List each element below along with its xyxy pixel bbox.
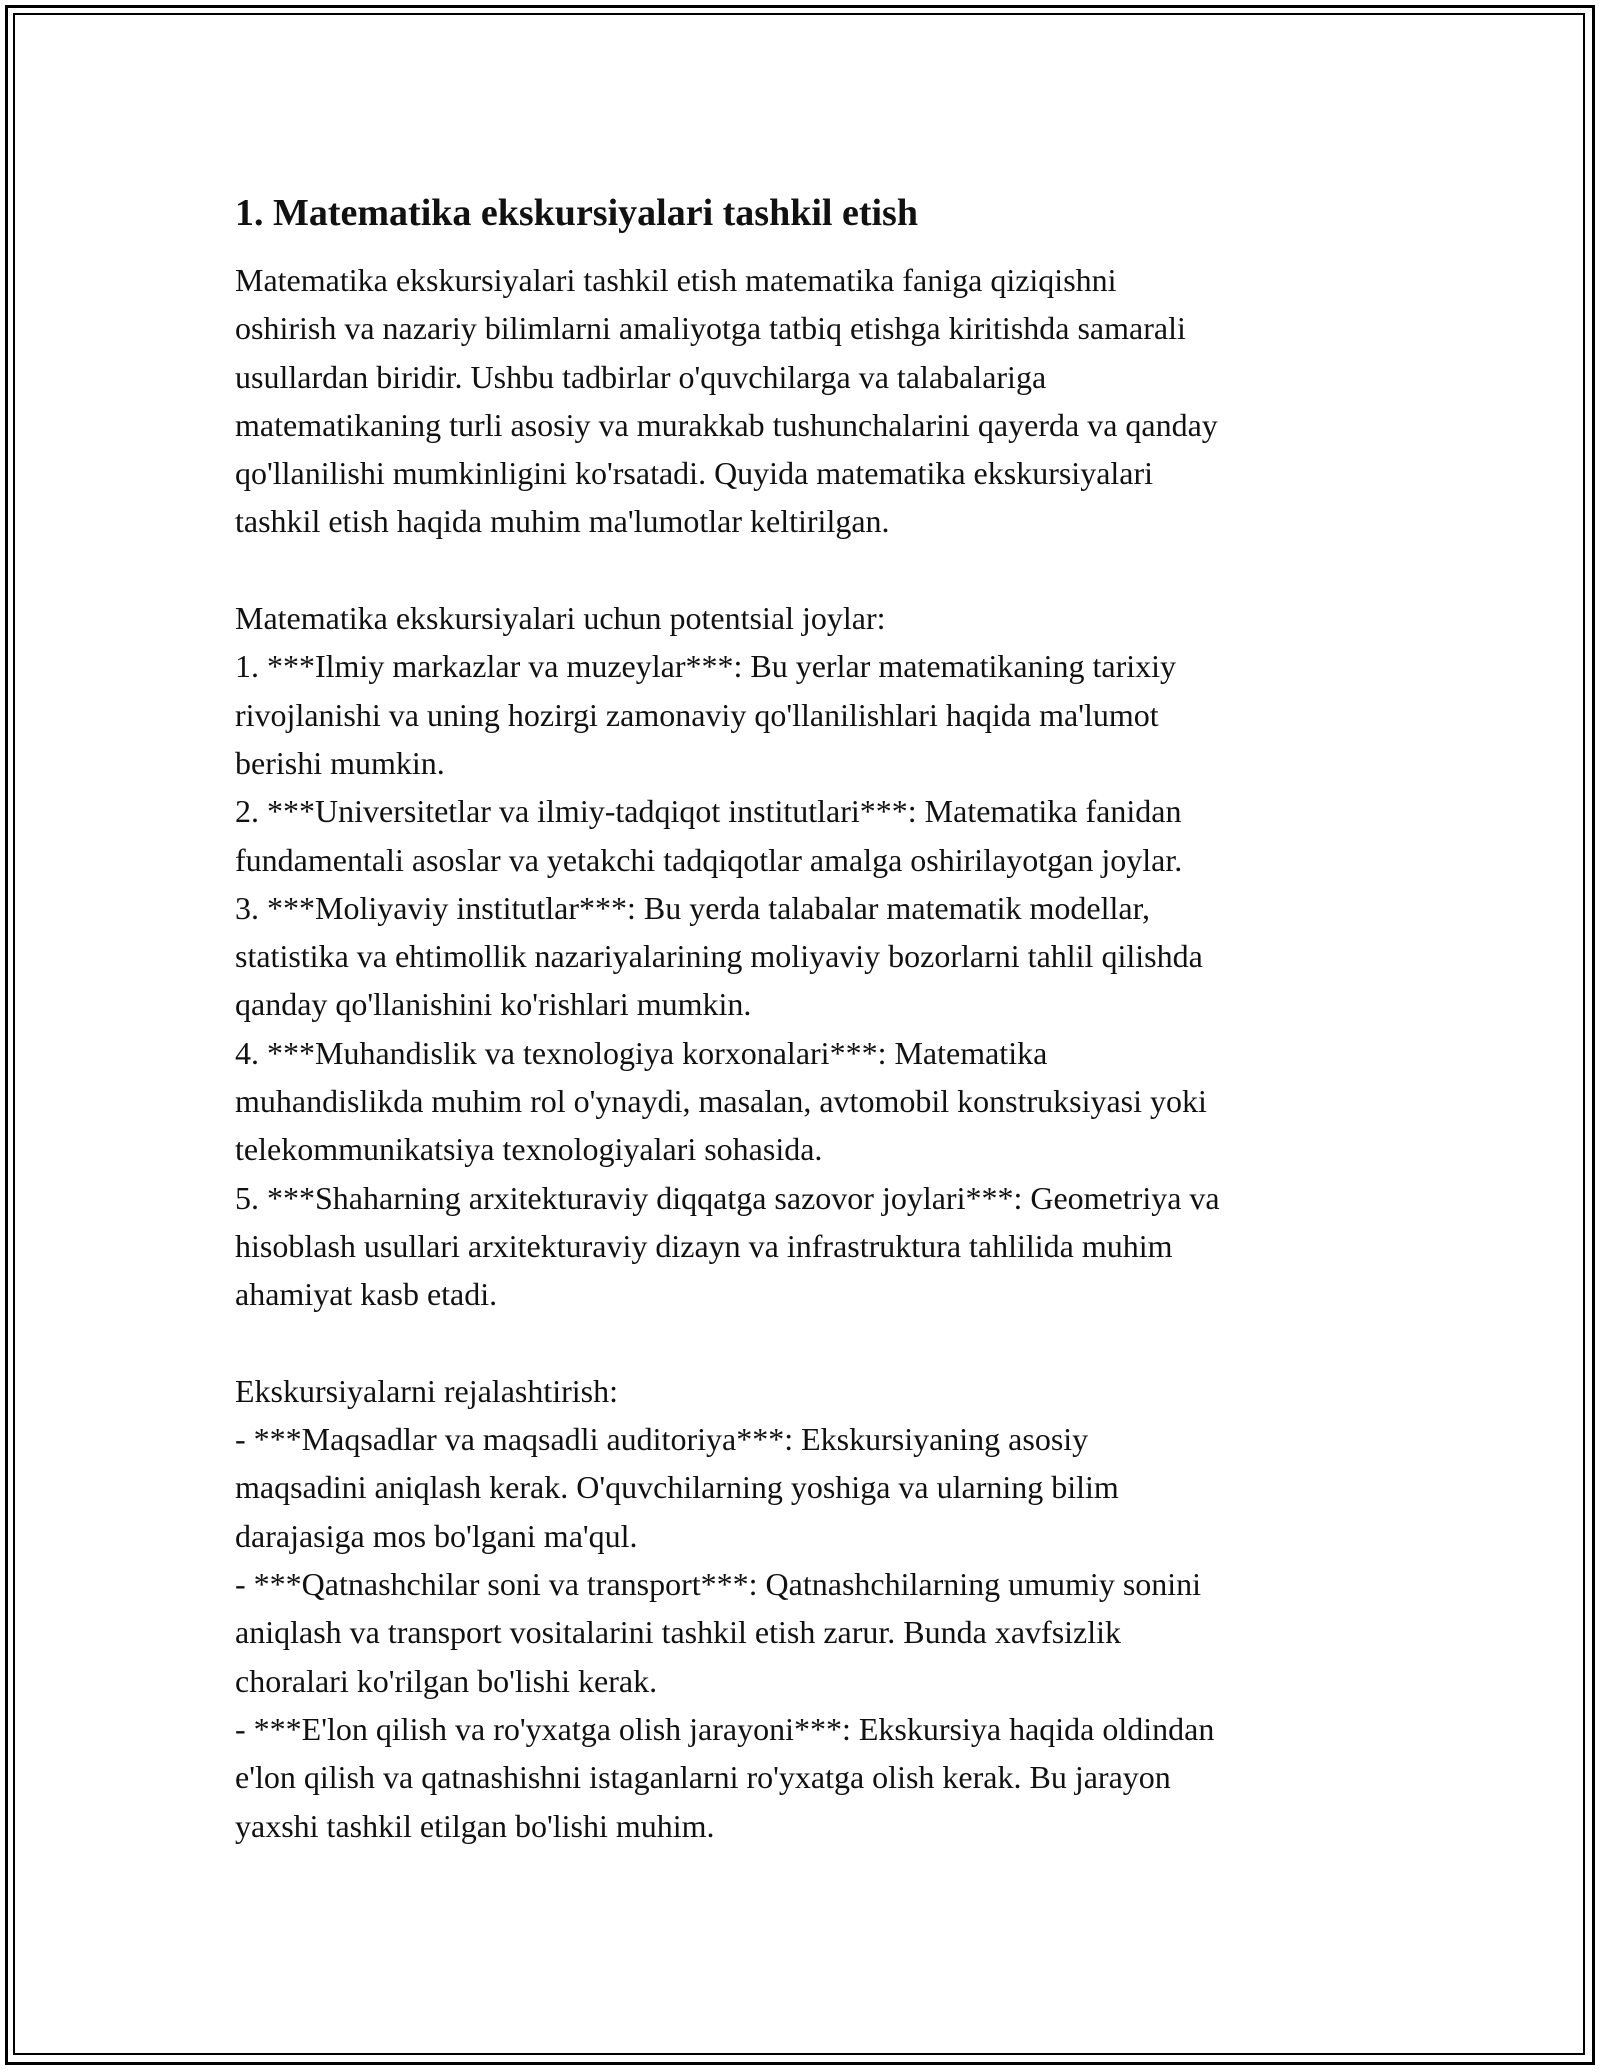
- list-item-line: qanday qo'llanishini ko'rishlari mumkin.: [235, 986, 752, 1023]
- list-item-line: darajasiga mos bo'lgani ma'qul.: [235, 1517, 638, 1554]
- list-item-line: telekommunikatsiya texnologiyalari sohasida.: [235, 1131, 823, 1168]
- list-item-line: aniqlash va transport vositalarini tashkil etish zarur. Bunda xavfsizlik: [235, 1614, 1122, 1651]
- list-item-line: choralari ko'rilgan bo'lishi kerak.: [235, 1662, 658, 1699]
- document-body: [235, 182, 1375, 1850]
- list-item-line: statistika va ehtimollik nazariyalarining moliyaviy bozorlarni tahlil qilishda: [235, 938, 1203, 975]
- section-title-planning: Ekskursiyalarni rejalashtirish:: [235, 1372, 619, 1409]
- list-item-line: muhandislikda muhim rol o'ynaydi, masalan, avtomobil konstruksiyasi yoki: [235, 1083, 1207, 1120]
- list-item-line: - ***E'lon qilish va ro'yxatga olish jarayoni***: Ekskursiya haqida oldindan: [235, 1710, 1215, 1747]
- list-item-line: ahamiyat kasb etadi.: [235, 1276, 498, 1313]
- intro-paragraph: [235, 256, 1375, 546]
- intro-line: qo'llanilishi mumkinligini ko'rsatadi. Quyida matematika ekskursiyalari: [235, 455, 1154, 492]
- list-item-line: maqsadini aniqlash kerak. O'quvchilarning yoshiga va ularning bilim: [235, 1469, 1119, 1506]
- list-item-line: - ***Qatnashchilar soni va transport***: Qatnashchilarning umumiy sonini: [235, 1566, 1202, 1603]
- intro-line: matematikaning turli asosiy va murakkab tushunchalarini qayerda va qanday: [235, 406, 1218, 443]
- paragraph-gap: [235, 1319, 1375, 1367]
- intro-line: Matematika ekskursiyalari tashkil etish matematika faniga qiziqishni: [235, 262, 1117, 298]
- intro-line: oshirish va nazariy bilimlarni amaliyotga tatbiq etishga kiritishda samarali: [235, 310, 1186, 347]
- list-item-line: fundamentali asoslar va yetakchi tadqiqotlar amalga oshirilayotgan joylar.: [235, 841, 1183, 878]
- list-item-line: berishi mumkin.: [235, 744, 445, 781]
- planning-section: [235, 1367, 1375, 1850]
- list-item-line: hisoblash usullari arxitekturaviy dizayn va infrastruktura tahlilida muhim: [235, 1227, 1173, 1264]
- list-item-line: - ***Maqsadlar va maqsadli auditoriya***: Ekskursiyaning asosiy: [235, 1421, 1089, 1458]
- intro-line: tashkil etish haqida muhim ma'lumotlar keltirilgan.: [235, 503, 890, 540]
- list-item-line: rivojlanishi va uning hozirgi zamonaviy qo'llanilishlari haqida ma'lumot: [235, 696, 1159, 733]
- list-item-line: 5. ***Shaharning arxitekturaviy diqqatga sazovor joylari***: Geometriya va: [235, 1179, 1220, 1216]
- list-item-line: yaxshi tashkil etilgan bo'lishi muhim.: [235, 1807, 715, 1844]
- list-item-line: 2. ***Universitetlar va ilmiy-tadqiqot institutlari***: Matematika fanidan: [235, 793, 1182, 830]
- intro-line: usullardan biridir. Ushbu tadbirlar o'quvchilarga va talabalariga: [235, 358, 1047, 395]
- paragraph-gap: [235, 546, 1375, 594]
- locations-section: [235, 594, 1375, 1318]
- list-item-line: 4. ***Muhandislik va texnologiya korxonalari***: Matematika: [235, 1034, 1048, 1071]
- list-item-line: 3. ***Moliyaviy institutlar***: Bu yerda talabalar matematik modellar,: [235, 889, 1150, 926]
- list-item-line: e'lon qilish va qatnashishni istaganlarni ro'yxatga olish kerak. Bu jarayon: [235, 1759, 1171, 1796]
- list-item-line: 1. ***Ilmiy markazlar va muzeylar***: Bu yerlar matematikaning tarixiy: [235, 648, 1177, 685]
- document-heading: 1. Matematika ekskursiyalari tashkil etish: [235, 192, 918, 234]
- section-title-locations: Matematika ekskursiyalari uchun potentsial joylar:: [235, 600, 886, 637]
